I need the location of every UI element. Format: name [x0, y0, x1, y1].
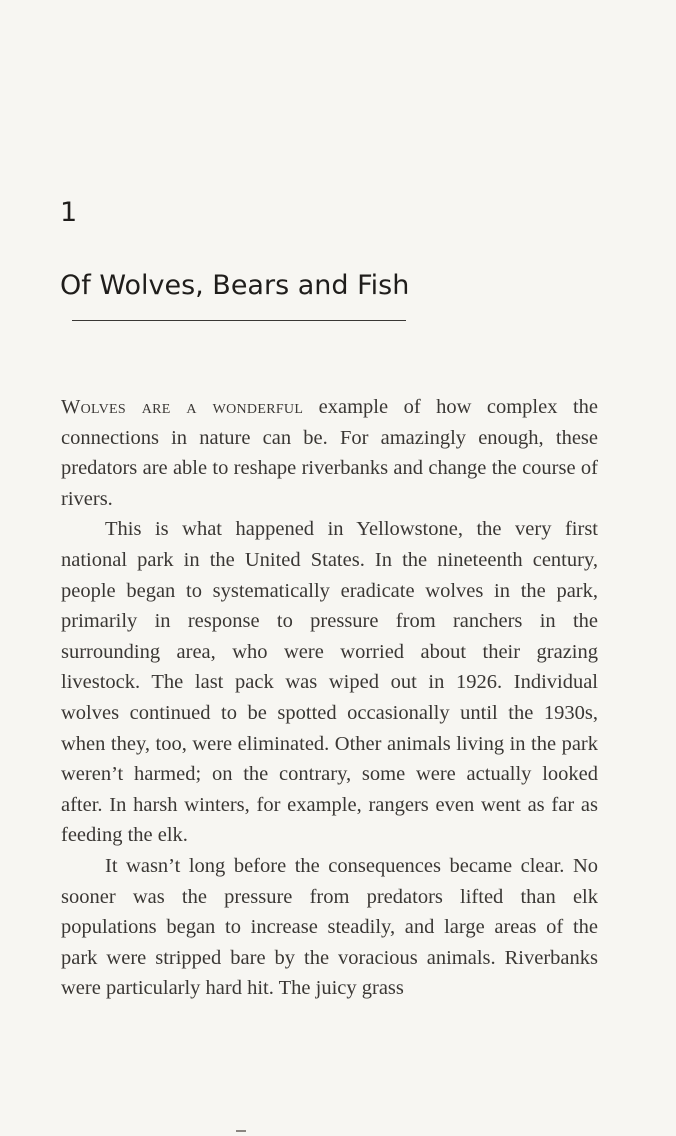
title-underline-rule [72, 320, 406, 321]
paragraph-text: This is what happened in Yellowstone, the very first national park in the United States. In the nineteenth century, people began to systematically eradicate wolves in the park, primarily in response to pressure from ranchers in the surrounding area, who were worried about their grazing livestock. The last pack was wiped out in 1926. Individual wolves continued to be spotted occasionally until the 1930s, when they, too, were eliminated. Other animals living in the park weren’t harmed; on the contrary, some were actually looked after. In harsh winters, for example, rangers even went as far as feeding the elk. [61, 518, 598, 847]
paragraph-1 [61, 392, 598, 514]
chapter-title: Of Wolves, Bears and Fish [60, 270, 410, 301]
chapter-number: 1 [60, 197, 78, 228]
page-bottom-mark [236, 1130, 246, 1132]
paragraph-lead-in: Wolves are a wonderful [61, 396, 304, 418]
paragraph-text: It wasn’t long before the consequences became clear. No sooner was the pressure from predators lifted than elk populations began to increase steadily, and large areas of the park were stripped bare by the voracious animals. Riverbanks were particularly hard hit. The juicy grass [61, 854, 598, 1000]
paragraph-2 [61, 514, 598, 851]
chapter-body [61, 392, 598, 1004]
paragraph-text: example of how complex the connections in nature can be. For amazingly enough, these predators are able to reshape riverbanks and change the course of rivers. [61, 396, 598, 510]
paragraph-3 [61, 851, 598, 1004]
